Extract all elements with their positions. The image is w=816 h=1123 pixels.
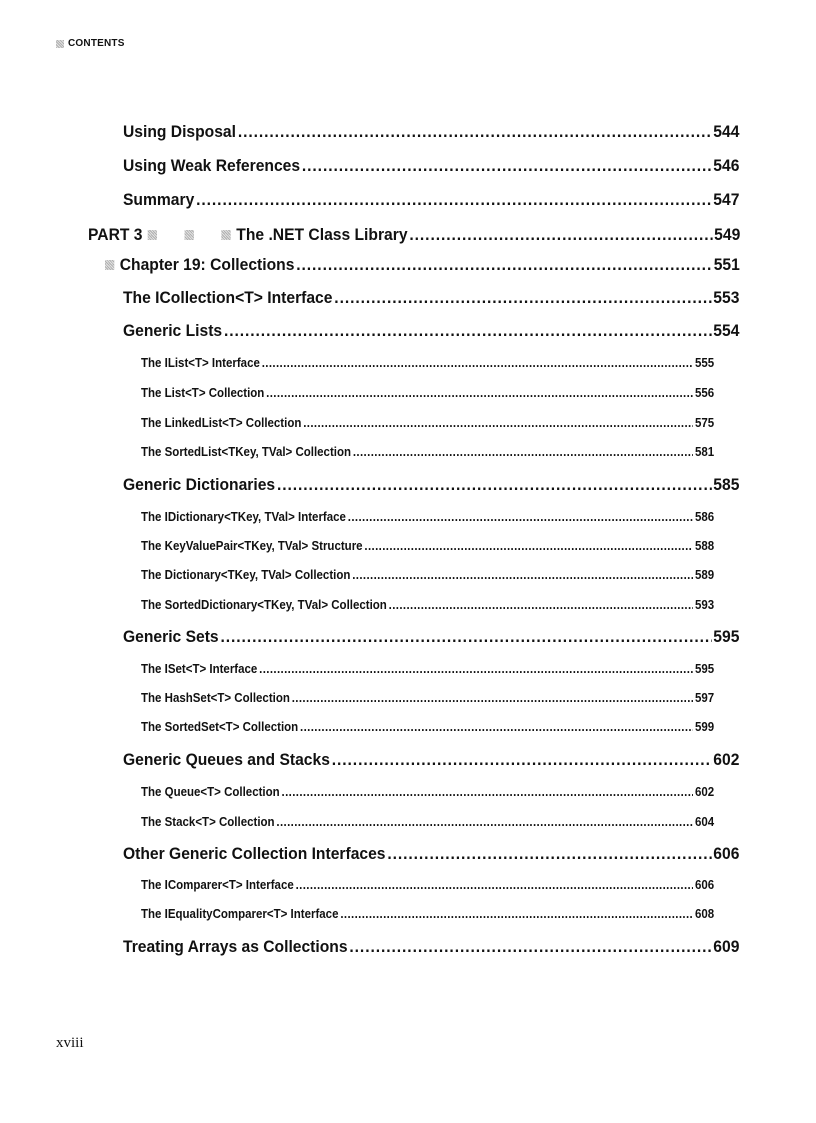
toc-entry[interactable] [123,937,739,957]
dot-leader [353,445,693,459]
toc-entry-title: The Stack<T> Collection [141,815,275,829]
toc-entry-page: 595 [694,662,715,676]
dot-leader [303,416,693,430]
toc-entry[interactable] [123,156,739,176]
toc-entry-page: 602 [694,785,715,799]
dot-leader [334,288,711,308]
toc-entry-page: 553 [713,288,740,307]
toc-entry-page: 593 [694,598,715,612]
toc-subentry[interactable] [141,662,714,676]
toc-subentry[interactable] [141,386,714,400]
toc-chapter-entry[interactable] [105,255,740,275]
dot-leader [282,785,694,799]
toc-entry-title: The IList<T> Interface [141,356,260,370]
dot-leader [238,122,712,142]
toc-entry-page: 606 [713,844,740,863]
dot-leader [296,255,712,275]
dot-leader [352,568,693,582]
dot-leader [276,815,693,829]
toc-entry-page: 556 [694,386,715,400]
toc-entry[interactable] [123,844,739,864]
toc-subentry[interactable] [141,598,714,612]
toc-entry-title: The ISet<T> Interface [141,662,258,676]
toc-entry-title: Generic Dictionaries [123,475,276,494]
toc-entry-title: The Queue<T> Collection [141,785,280,799]
dot-leader [387,844,711,864]
toc-entry[interactable] [123,475,739,495]
toc-entry[interactable] [123,122,739,142]
toc-subentry[interactable] [141,907,714,921]
toc-entry-page: 595 [713,627,740,646]
dot-leader [262,356,693,370]
toc-entry[interactable] [123,321,739,341]
toc-entry-page: 602 [713,750,740,769]
toc-entry-title: Using Disposal [123,122,236,141]
chapter-title: Chapter 19: Collections [119,255,295,274]
toc-entry-page: 604 [694,815,715,829]
toc-entry-title: The SortedDictionary<TKey, TVal> Collection [141,598,387,612]
toc-subentry[interactable] [141,510,714,524]
toc-entry-title: Summary [123,190,195,209]
square-bullet-icon [105,260,114,270]
toc-entry-page: 586 [694,510,715,524]
toc-entry-page: 544 [713,122,740,141]
toc-subentry[interactable] [141,539,714,553]
toc-entry-page: 609 [713,937,740,956]
toc-part-entry[interactable] [88,225,740,245]
toc-entry-page: 555 [694,356,715,370]
dot-leader [302,156,712,176]
dot-leader [259,662,693,676]
toc-entry-title: The IDictionary<TKey, TVal> Interface [141,510,346,524]
dot-leader [296,878,694,892]
dot-leader [277,475,711,495]
toc-subentry[interactable] [141,416,714,430]
dot-leader [332,750,712,770]
part-title: The .NET Class Library [236,225,408,244]
toc-entry-page: 589 [694,568,715,582]
toc-entry-title: Generic Sets [123,627,219,646]
part-label: PART 3 [88,225,143,244]
toc-subentry[interactable] [141,720,714,734]
dot-leader [409,225,712,245]
toc-entry-page: 599 [694,720,715,734]
toc-entry-title: Generic Queues and Stacks [123,750,330,769]
toc-entry-page: 549 [714,225,741,244]
toc-entry-title: The SortedSet<T> Collection [141,720,299,734]
square-bullet-icon [222,230,231,240]
toc-subentry[interactable] [141,785,714,799]
toc-entry-title: The Dictionary<TKey, TVal> Collection [141,568,351,582]
dot-leader [220,627,711,647]
dot-leader [364,539,693,553]
toc-subentry[interactable] [141,815,714,829]
toc-entry-title: The IComparer<T> Interface [141,878,294,892]
header-label: CONTENTS [68,38,125,49]
dot-leader [349,937,711,957]
square-bullet-icon [185,230,194,240]
toc-entry[interactable] [123,750,739,770]
toc-entry-title: The LinkedList<T> Collection [141,416,302,430]
toc-entry-title: The ICollection<T> Interface [123,288,333,307]
toc-entry-title: The KeyValuePair<TKey, TVal> Structure [141,539,363,553]
dot-leader [224,321,712,341]
toc-entry-title: The HashSet<T> Collection [141,691,290,705]
toc-entry-page: 597 [694,691,715,705]
dot-leader [266,386,693,400]
toc-entry-page: 546 [713,156,740,175]
dot-leader [300,720,693,734]
toc-entry-page: 581 [694,445,715,459]
toc-entry-page: 547 [713,190,740,209]
dot-leader [340,907,693,921]
toc-entry-page: 554 [713,321,740,340]
toc-entry-page: 606 [694,878,715,892]
toc-entry-title: Treating Arrays as Collections [123,937,348,956]
toc-entry-title: Other Generic Collection Interfaces [123,844,386,863]
dot-leader [196,190,711,210]
dot-leader [389,598,693,612]
toc-entry[interactable] [123,190,739,210]
toc-subentry[interactable] [141,445,714,459]
toc-entry-title: The SortedList<TKey, TVal> Collection [141,445,352,459]
toc-subentry[interactable] [141,691,714,705]
chapter-label-group [105,255,294,275]
toc-entry-title: Using Weak References [123,156,301,175]
toc-entry-page: 608 [694,907,715,921]
part-label-group [88,225,408,245]
toc-entry[interactable] [123,627,739,647]
toc-entry-title: The IEqualityComparer<T> Interface [141,907,339,921]
page-number: xviii [56,1035,84,1051]
toc-subentry[interactable] [141,878,714,892]
toc-entry-page: 551 [713,255,740,274]
toc-subentry[interactable] [141,568,714,582]
toc-entry-page: 588 [694,539,715,553]
dot-leader [348,510,693,524]
square-bullet-icon [148,230,157,240]
dot-leader [292,691,693,705]
toc-entry[interactable] [123,288,739,308]
toc-entry-title: Generic Lists [123,321,223,340]
toc-entry-page: 575 [694,416,715,430]
toc-entry-page: 585 [713,475,740,494]
toc-subentry[interactable] [141,356,714,370]
toc-entry-title: The List<T> Collection [141,386,265,400]
